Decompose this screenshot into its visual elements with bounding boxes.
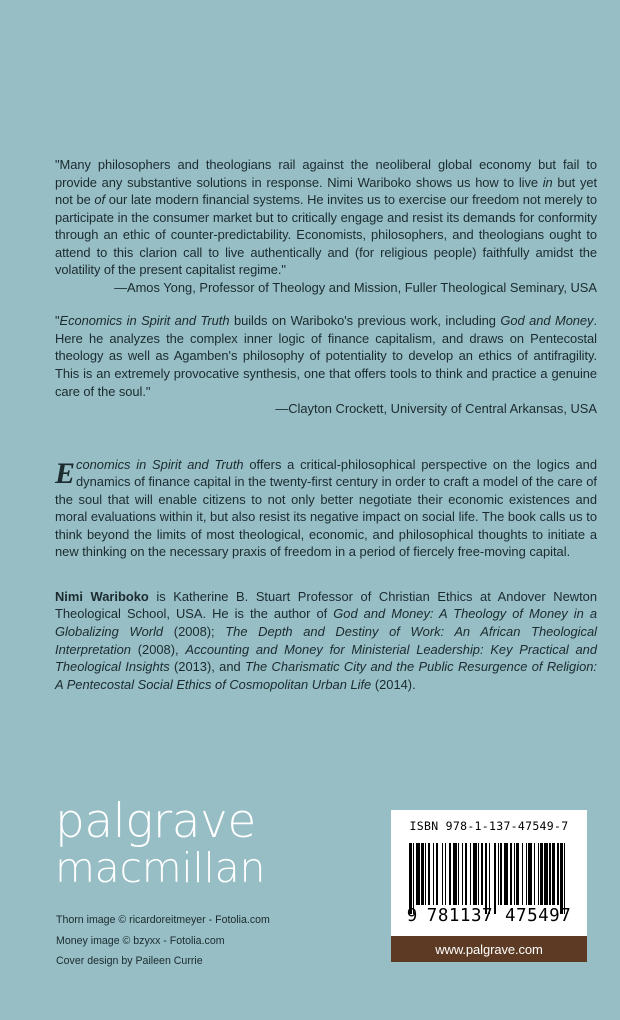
credit-line: Cover design by Paileen Currie <box>56 955 203 967</box>
isbn-label: ISBN 978-1-137-47549-7 <box>409 819 569 833</box>
barcode-digit-left: 9 <box>406 906 418 926</box>
drop-cap: E <box>55 456 76 490</box>
barcode-digit-group-1: 781137 <box>426 906 494 926</box>
blurb-quote-2: "Economics in Spirit and Truth builds on Wariboko's previous work, including God and Money. Here he analyzes the complex inner logic of finance capitalism, and draws on Pentecostal theology as well as Agamben's philosophy of potentiality to develop an ethics of antifragility. This is an extremely provocative synthesis, one that offers tools to think and practice a genuine care of the soul." <box>55 313 597 399</box>
barcode-bars <box>409 843 569 905</box>
isbn-barcode-block <box>391 810 587 962</box>
barcode-digit-group-2: 475497 <box>505 906 572 926</box>
spacer <box>55 418 597 456</box>
credit-line: Thorn image © ricardoreitmeyer - Fotolia.com <box>56 914 270 926</box>
spacer <box>55 561 597 588</box>
blurb-attribution-2: —Clayton Crockett, University of Central Arkansas, USA <box>275 401 597 417</box>
author-bio: Nimi Wariboko is Katherine B. Stuart Professor of Christian Ethics at Andover Newton Theological School, USA. He is the author of God and Money: A Theology of Money in a Globalizing World (2008); The Depth and Destiny of Work: An African Theological Interpretation (2008), Accounting and Money for Ministerial Leadership: Key Practical and Theological Insights (2013), and The Charismatic City and the Public Resurgence of Religion: A Pentecostal Social Ethics of Cosmopolitan Urban Life (2014). <box>55 588 597 692</box>
barcode-digits <box>391 906 587 926</box>
spacer <box>55 296 597 312</box>
blurb-attribution-1: —Amos Yong, Professor of Theology and Mission, Fuller Theological Seminary, USA <box>114 279 597 295</box>
description-body: conomics in Spirit and Truth offers a critical-philosophical perspective on the logics and dynamics of finance capital in the twenty-first century in order to craft a model of the care of the soul that will enable citizens to not only better negotiate their economic existences and moral evaluations within it, but also resist its negative impact on social life. The book calls us to think beyond the limits of most theological, economic, and philosophical thoughts to initiate a new thinking on the necessary praxis of freedom in a period of fiercely free-moving capital. <box>55 456 597 560</box>
publisher-url-bar: www.palgrave.com <box>391 936 587 962</box>
blurb-quote-1: "Many philosophers and theologians rail against the neoliberal global economy but fail to provide any substantive solutions in response. Nimi Wariboko shows us how to live in but yet not be of our late modern financial systems. He invites us to exercise our freedom not merely to participate in the consumer market but to critically engage and resist its demands for conformity through an ethic of counter-predictability. Economists, philosophers, and theologians ought to attend to this clarion call to live authentically and (for religious people) faithfully amidst the volatility of the present capitalist regime." <box>55 157 597 278</box>
image-credits <box>56 910 270 972</box>
logo-palgrave: palgrave <box>55 794 256 849</box>
cover-text-content <box>55 156 597 693</box>
logo-macmillan: macmillan <box>55 844 266 892</box>
palgrave-macmillan-logo <box>55 794 266 892</box>
book-description <box>55 456 597 561</box>
credit-line: Money image © bzyxx - Fotolia.com <box>56 934 225 947</box>
barcode-space <box>565 843 569 905</box>
